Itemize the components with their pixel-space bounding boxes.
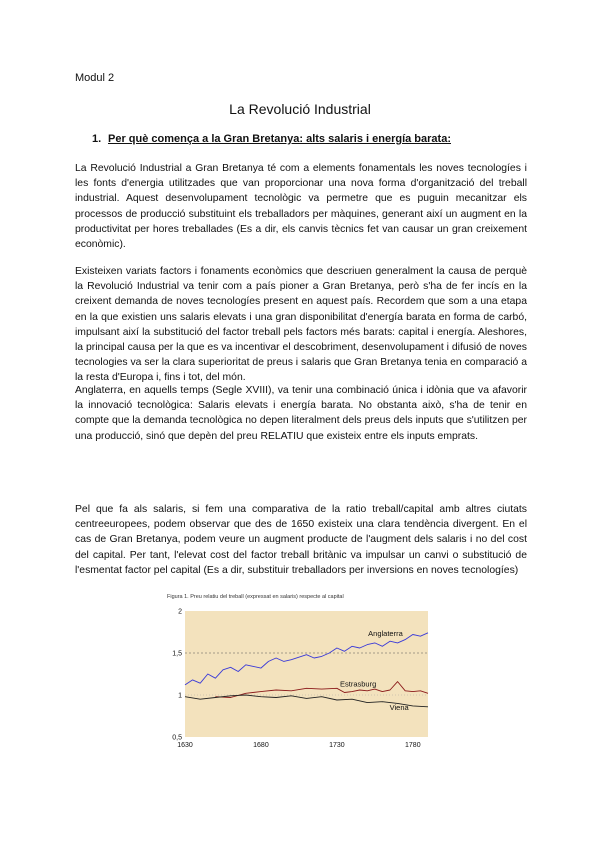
series-label-viena: Viena	[389, 703, 409, 713]
y-tick-label: 0,5	[172, 734, 182, 742]
y-tick-label: 1,5	[172, 650, 182, 658]
series-label-estrasburg: Estrasburg	[339, 679, 377, 689]
series-label-anglaterra: Anglaterra	[368, 629, 403, 639]
chart-title: Figura 1. Preu relatiu del treball (expressat en salaris) respecte al capital	[167, 594, 344, 600]
wage-capital-chart	[155, 590, 440, 760]
section-heading-text: Per què comença a la Gran Bretanya: alts salaris i energía barata:	[108, 133, 451, 145]
section-number: 1.	[92, 133, 102, 145]
paragraph-1: La Revolució Industrial a Gran Bretanya té com a elements fonamentals les noves tecnologíes i les fonts d'energia utilitzades que van proporcionar una nova forma d'organització del treball industrial. Aquest desenvolupament tecnològic va permetre que es puguin mecanitzar els processos de producció substituint els treballadors per màquines, generant així un augment en la productivitat per hores treballades (Es a dir, els canvis tècnics fet van causar un gran creixement econòmic).	[75, 163, 527, 251]
page-title: La Revolució Industrial	[229, 101, 371, 117]
x-tick-label: 1780	[405, 742, 421, 749]
x-tick-label: 1730	[329, 742, 345, 749]
y-tick-label: 2	[178, 608, 182, 616]
module-label: Modul 2	[75, 72, 115, 84]
chart-svg	[155, 590, 440, 760]
x-tick-label: 1630	[177, 742, 193, 749]
paragraph-4: Pel que fa als salaris, si fem una comparativa de la ratio treball/capital amb altres ciutats centreeuropees, podem observar que des de 1650 existeix una clara tendència divergent. En el cas de Gran Bretanya, podem veure un augment producte de l'augment dels salaris i no del cost del capital. Per tant, l'elevat cost del factor treball britànic va impulsar un canvi o substitució de l'esmentat factor pel capital (Es a dir, substituir treballadors per inversions en noves tecnologíes)	[75, 504, 527, 576]
y-tick-label: 1	[178, 692, 182, 700]
paragraph-3: Anglaterra, en aquells temps (Segle XVIII), va tenir una combinació única i idònia que va afavorir la innovació tecnològica: Salaris elevats i energía barata. No obstanta això, s'ha de tenir en compte que la demanda tecnològica no depen literalment dels preus dels inputs que s'utilitzen per una producció, sinó que depèn del preu RELATIU que existeix entre els inputs emprats.	[75, 385, 527, 442]
paragraph-2: Existeixen variats factors i fonaments econòmics que descriuen generalment la causa de perquè la Revolució Industrial va tenir com a país pioner a Gran Bretanya, però s'ha de fer incís en la creixent demanda de noves tecnologíes present en aquest país. Recordem que som a una etapa en la que existien uns salaris elevats i una gran disponibilitat d'energía barata en forma de carbó, impulsant així la substitució del factor treball pels factors més barats: capital i energía. Aleshores, la principal causa per la que es va incentivar el descobriment, desenvolupament i difusió de noves tecnologies va ser la clara superioritat de preus i salaris que Gran Bretanya tenia en comparació a la resta d'Europa i, fins i tot, del món.	[75, 266, 527, 384]
section-heading	[92, 133, 451, 145]
x-tick-label: 1680	[253, 742, 269, 749]
